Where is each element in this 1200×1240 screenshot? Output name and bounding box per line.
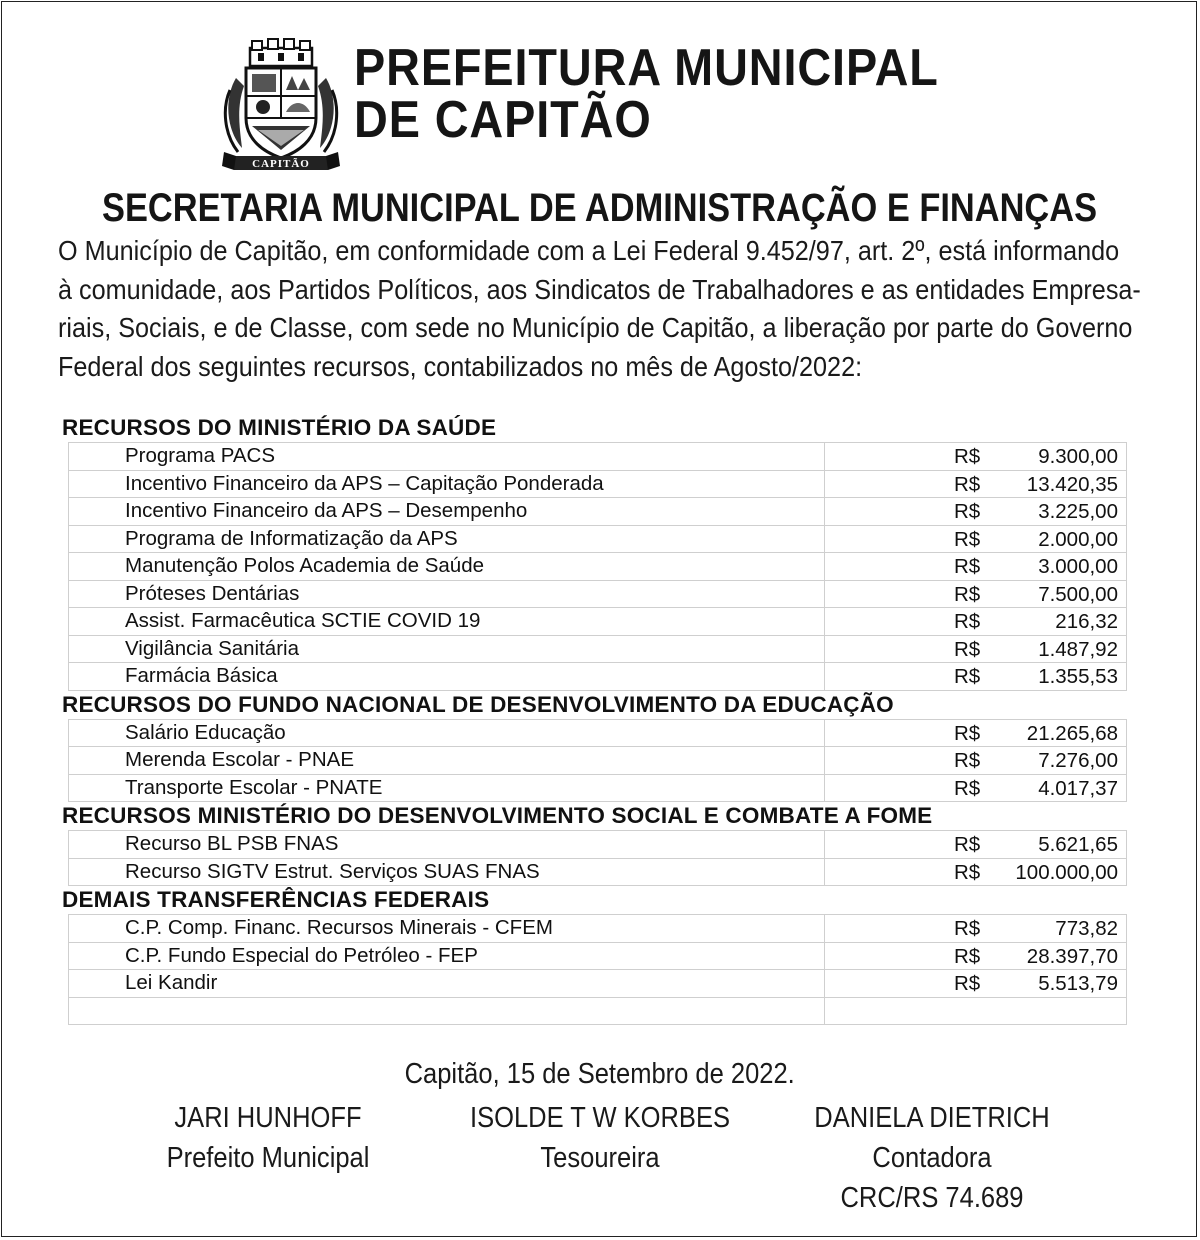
item-amount: 1.487,92 xyxy=(1038,637,1118,661)
item-amount: 28.397,70 xyxy=(1026,944,1118,968)
table-row xyxy=(69,635,1127,663)
currency-symbol: R$ xyxy=(954,721,981,745)
table-row xyxy=(69,443,1127,471)
item-name: C.P. Comp. Financ. Recursos Minerais - CFEM xyxy=(69,915,825,943)
item-amount-cell xyxy=(825,719,1127,747)
table-row xyxy=(69,774,1127,802)
item-amount: 5.621,65 xyxy=(1038,833,1118,856)
intro-line: Federal dos seguintes recursos, contabilizados no mês de Agosto/2022: xyxy=(58,350,863,382)
item-amount: 9.300,00 xyxy=(1038,445,1118,468)
item-amount-cell xyxy=(825,915,1127,943)
item-amount: 773,82 xyxy=(1055,917,1118,940)
signatory-role: Prefeito Municipal xyxy=(166,1142,370,1174)
currency-symbol: R$ xyxy=(954,917,981,940)
item-name: Recurso BL PSB FNAS xyxy=(69,831,825,859)
item-name: Vigilância Sanitária xyxy=(69,635,825,663)
intro-paragraph xyxy=(58,232,1148,386)
table-row xyxy=(69,997,1127,1025)
item-amount-cell xyxy=(825,774,1127,802)
table-row xyxy=(69,719,1127,747)
currency-symbol: R$ xyxy=(954,555,981,578)
signatory-registration: CRC/RS 74.689 xyxy=(840,1182,1024,1214)
currency-symbol: R$ xyxy=(954,610,981,633)
item-name: C.P. Fundo Especial do Petróleo - FEP xyxy=(69,942,825,970)
item-amount-cell xyxy=(825,831,1127,859)
item-name: Assist. Farmacêutica SCTIE COVID 19 xyxy=(69,608,825,636)
item-name: Lei Kandir xyxy=(69,970,825,998)
section-heading: RECURSOS MINISTÉRIO DO DESENVOLVIMENTO SOCIAL E COMBATE A FOME xyxy=(62,803,933,828)
currency-symbol: R$ xyxy=(954,860,981,884)
signatory-name: JARI HUNHOFF xyxy=(174,1102,362,1134)
item-name: Programa de Informatização da APS xyxy=(69,525,825,553)
item-amount-cell xyxy=(825,498,1127,526)
item-name: Incentivo Financeiro da APS – Desempenho xyxy=(69,498,825,526)
item-amount: 1.355,53 xyxy=(1038,665,1118,688)
item-amount: 5.513,79 xyxy=(1038,972,1118,995)
signatory-role: Contadora xyxy=(872,1142,992,1174)
item-name: Recurso SIGTV Estrut. Serviços SUAS FNAS xyxy=(69,858,825,886)
item-amount: 7.500,00 xyxy=(1038,582,1118,606)
item-name: Merenda Escolar - PNAE xyxy=(69,747,825,775)
signatory-mayor xyxy=(98,1098,438,1178)
table-row xyxy=(69,663,1127,691)
item-amount-cell xyxy=(825,942,1127,970)
currency-symbol: R$ xyxy=(954,972,981,995)
item-amount: 3.225,00 xyxy=(1038,500,1118,523)
item-amount-cell xyxy=(825,443,1127,471)
currency-symbol: R$ xyxy=(954,472,981,496)
title-line-1: PREFEITURA MUNICIPAL xyxy=(354,39,939,97)
table-row xyxy=(69,747,1127,775)
currency-symbol: R$ xyxy=(954,944,981,968)
item-amount-cell xyxy=(825,997,1127,1025)
resources-listing xyxy=(58,414,1128,1025)
currency-symbol: R$ xyxy=(954,665,981,688)
item-amount: 21.265,68 xyxy=(1026,721,1118,745)
item-name: Salário Educação xyxy=(69,719,825,747)
item-amount-cell xyxy=(825,470,1127,498)
currency-symbol: R$ xyxy=(954,582,981,606)
item-name: Manutenção Polos Academia de Saúde xyxy=(69,553,825,581)
item-amount: 7.276,00 xyxy=(1038,749,1118,772)
crest-ribbon-text: CAPITÃO xyxy=(252,158,310,170)
resources-table xyxy=(68,442,1127,691)
signatory-name: DANIELA DIETRICH xyxy=(814,1102,1050,1134)
item-name: Farmácia Básica xyxy=(69,663,825,691)
item-amount: 4.017,37 xyxy=(1038,776,1118,800)
department-heading xyxy=(0,184,1200,232)
section-heading: RECURSOS DO MINISTÉRIO DA SAÚDE xyxy=(62,415,497,440)
resources-table xyxy=(68,830,1127,886)
currency-symbol: R$ xyxy=(954,776,981,800)
table-row xyxy=(69,915,1127,943)
intro-line: à comunidade, aos Partidos Políticos, aos Sindicatos de Trabalhadores e as entidades Empresa- xyxy=(58,273,1141,305)
item-amount-cell xyxy=(825,525,1127,553)
currency-symbol: R$ xyxy=(954,749,981,772)
place-date xyxy=(0,1052,1200,1096)
item-amount-cell xyxy=(825,663,1127,691)
resources-table xyxy=(68,719,1127,803)
item-amount-cell xyxy=(825,635,1127,663)
item-amount-cell xyxy=(825,553,1127,581)
table-row xyxy=(69,580,1127,608)
table-row xyxy=(69,525,1127,553)
intro-line: riais, Sociais, e de Classe, com sede no Município de Capitão, a liberação por parte do Governo xyxy=(58,312,1133,343)
item-amount-cell xyxy=(825,858,1127,886)
currency-symbol: R$ xyxy=(954,637,981,661)
item-name: Transporte Escolar - PNATE xyxy=(69,774,825,802)
municipal-crest-icon xyxy=(222,38,340,174)
currency-symbol: R$ xyxy=(954,445,981,468)
signatory-name: ISOLDE T W KORBES xyxy=(469,1102,730,1134)
item-amount: 3.000,00 xyxy=(1038,555,1118,578)
signatory-role: Tesoureira xyxy=(540,1142,660,1174)
table-row xyxy=(69,942,1127,970)
item-name: Próteses Dentárias xyxy=(69,580,825,608)
page-title xyxy=(354,39,939,149)
section-heading: RECURSOS DO FUNDO NACIONAL DE DESENVOLVIMENTO DA EDUCAÇÃO xyxy=(62,691,894,717)
table-row xyxy=(69,858,1127,886)
item-name xyxy=(69,997,825,1025)
table-row xyxy=(69,608,1127,636)
item-amount: 216,32 xyxy=(1055,610,1118,633)
item-amount: 2.000,00 xyxy=(1038,527,1118,551)
item-name: Programa PACS xyxy=(69,443,825,471)
title-line-2: DE CAPITÃO xyxy=(354,91,652,149)
signatory-accountant xyxy=(762,1098,1102,1218)
item-amount-cell xyxy=(825,970,1127,998)
item-amount-cell xyxy=(825,747,1127,775)
department-heading-text: SECRETARIA MUNICIPAL DE ADMINISTRAÇÃO E FINANÇAS xyxy=(102,186,1098,230)
item-amount: 100.000,00 xyxy=(1015,860,1118,884)
item-amount: 13.420,35 xyxy=(1026,472,1118,496)
item-amount-cell xyxy=(825,608,1127,636)
table-row xyxy=(69,970,1127,998)
currency-symbol: R$ xyxy=(954,833,981,856)
section-heading: DEMAIS TRANSFERÊNCIAS FEDERAIS xyxy=(62,887,490,912)
currency-symbol: R$ xyxy=(954,527,981,551)
table-row xyxy=(69,553,1127,581)
table-row xyxy=(69,498,1127,526)
item-name: Incentivo Financeiro da APS – Capitação Ponderada xyxy=(69,470,825,498)
place-date-text: Capitão, 15 de Setembro de 2022. xyxy=(404,1058,796,1090)
currency-symbol: R$ xyxy=(954,500,981,523)
table-row xyxy=(69,831,1127,859)
signatory-treasurer xyxy=(430,1098,770,1178)
table-row xyxy=(69,470,1127,498)
item-amount-cell xyxy=(825,580,1127,608)
resources-table xyxy=(68,914,1127,1025)
intro-line: O Município de Capitão, em conformidade com a Lei Federal 9.452/97, art. 2º, está informando xyxy=(58,235,1120,266)
